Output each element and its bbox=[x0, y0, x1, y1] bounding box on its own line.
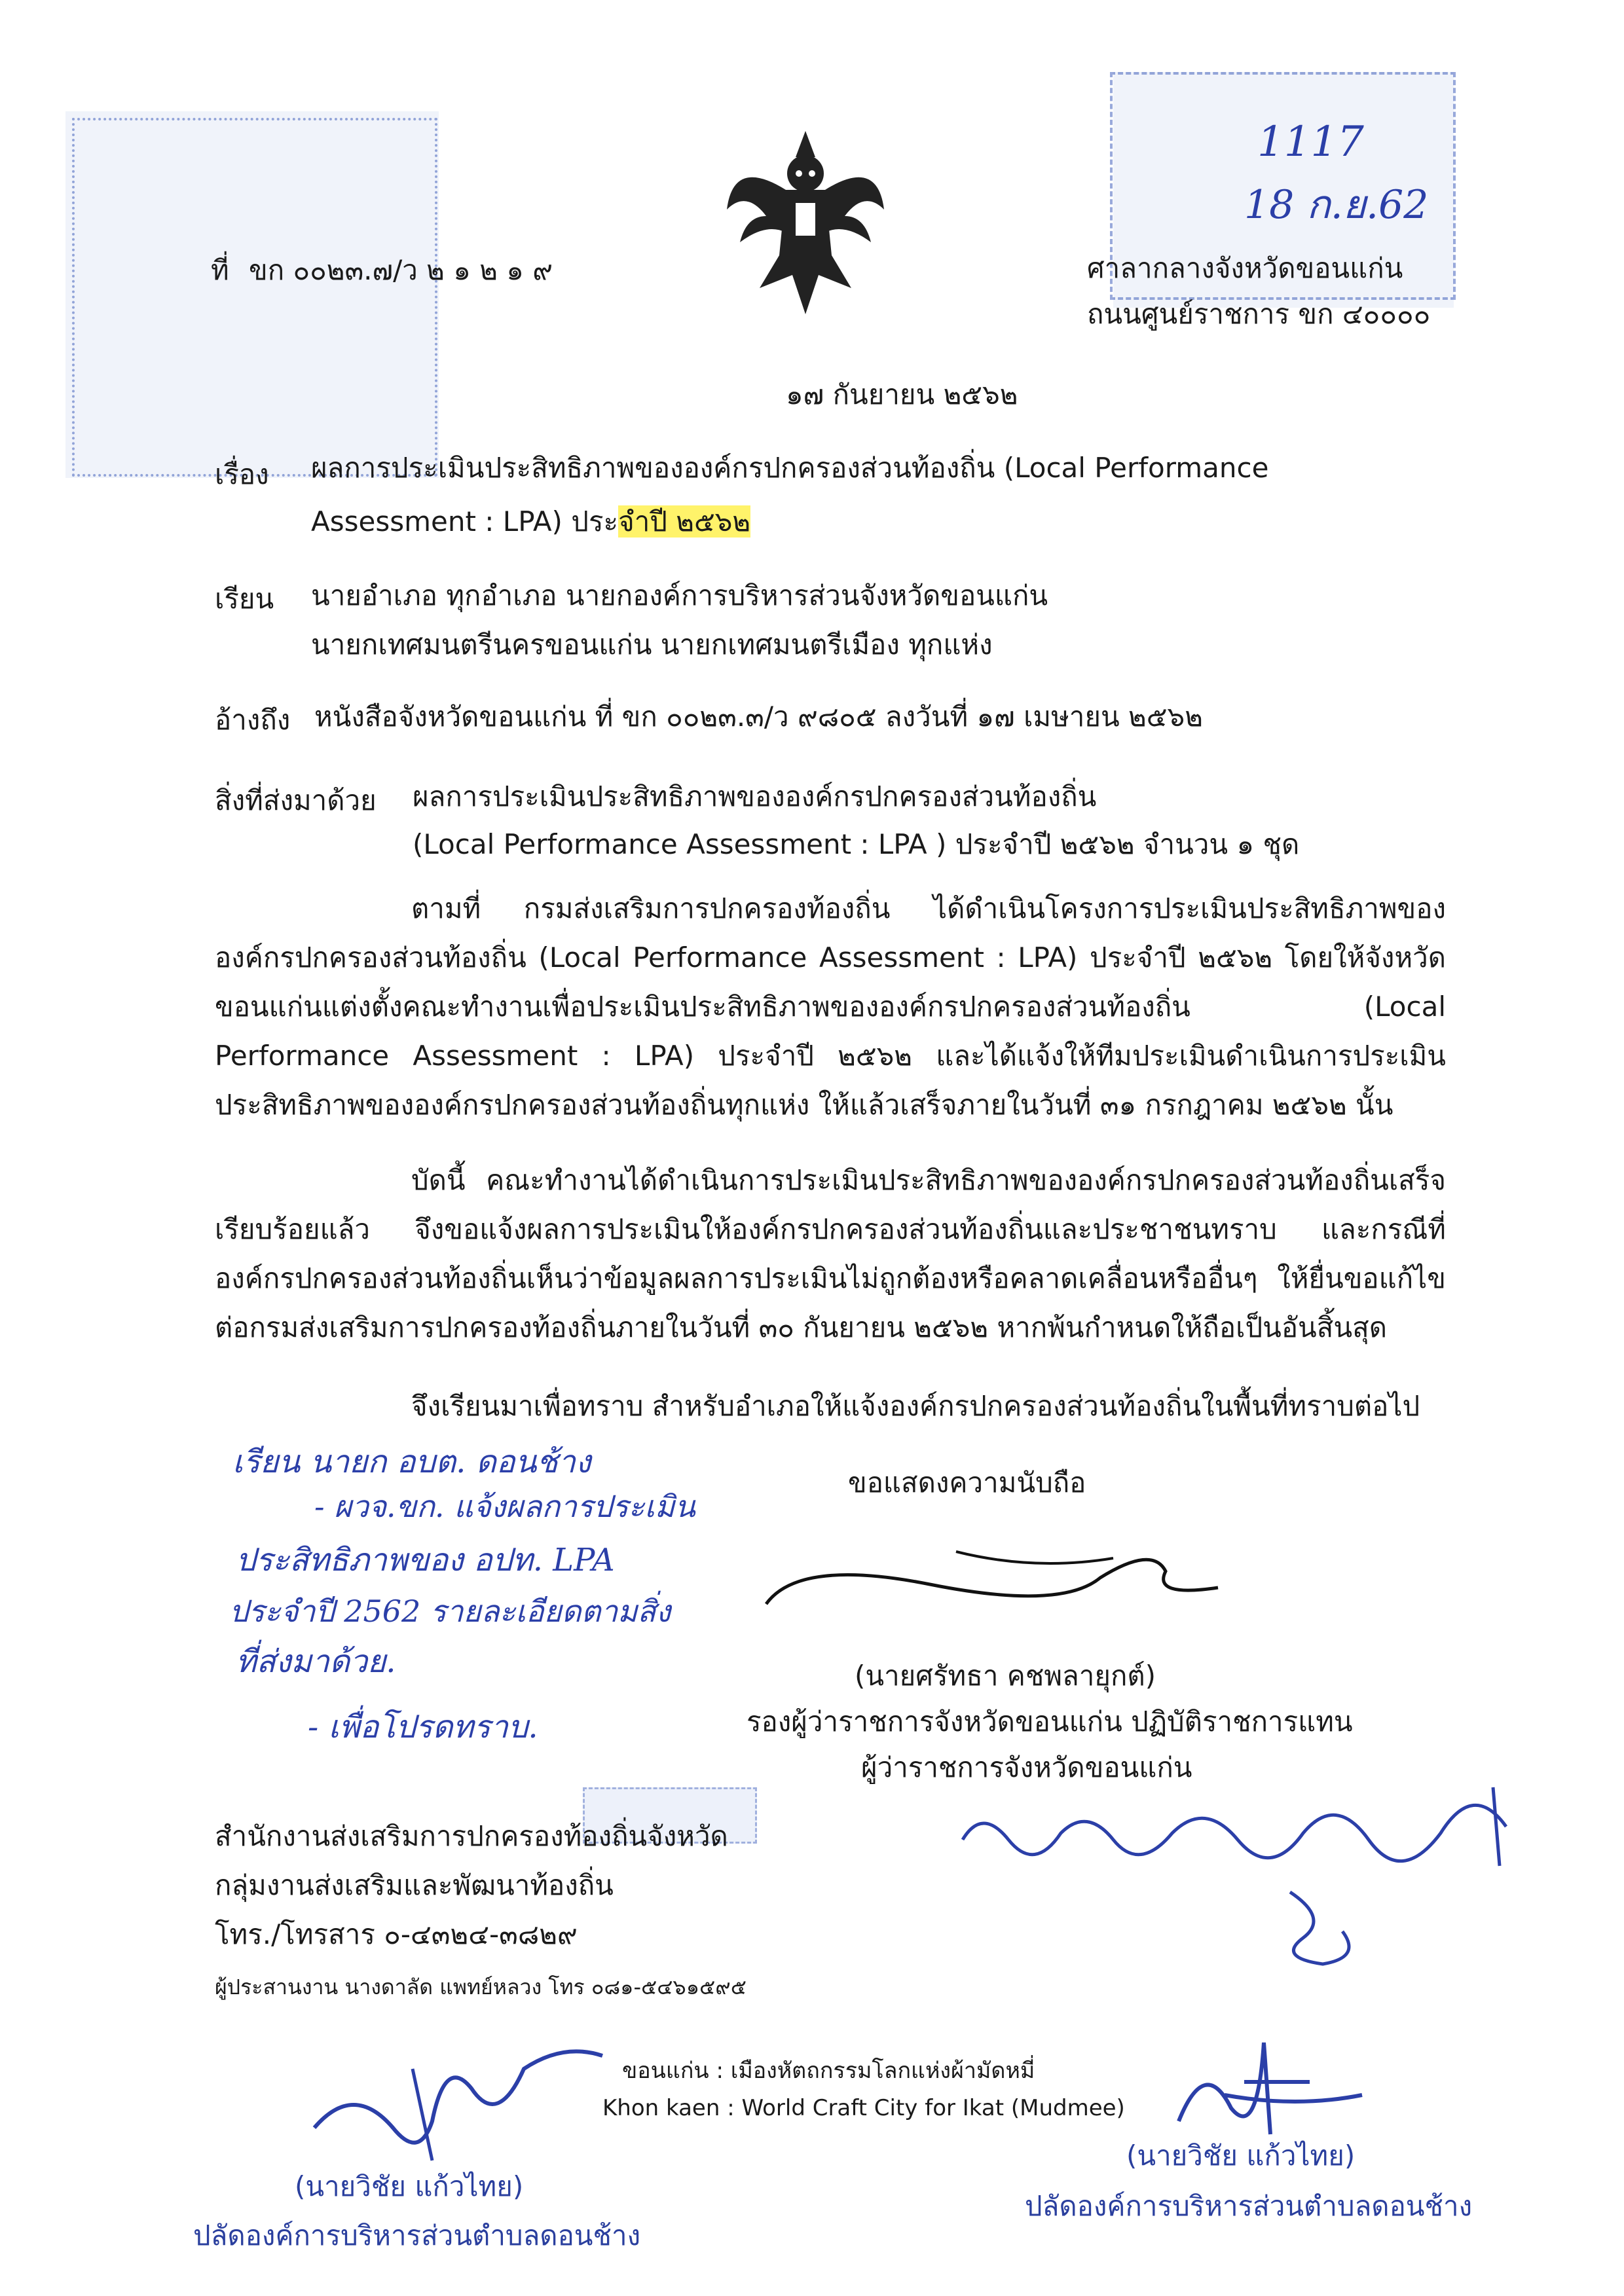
signatory-name: (นายศรัทธา คชพลายุกต์) bbox=[855, 1660, 1156, 1692]
reference-label: อ้างถึง bbox=[215, 704, 291, 736]
handwritten-scribble-right bbox=[956, 1768, 1526, 1899]
closing-text: ขอแสดงความนับถือ bbox=[848, 1467, 1086, 1499]
ref-label: ที่ bbox=[211, 254, 229, 286]
bottom-right-name: (นายวิชัย แก้วไทย) bbox=[1126, 2140, 1356, 2172]
bottom-right-signature bbox=[1166, 2016, 1375, 2147]
receipt-date: 18 ก.ย.62 bbox=[1244, 182, 1429, 228]
handwritten-note-line3: ประสิทธิภาพของ อปท. LPA bbox=[236, 1542, 615, 1578]
footer-dept-2: กลุ่มงานส่งเสริมและพัฒนาท้องถิ่น bbox=[215, 1869, 614, 1901]
subject-year-highlight: จำปี ๒๕๖๒ bbox=[618, 505, 751, 538]
office-address: ถนนศูนย์ราชการ ขก ๔๐๐๐๐ bbox=[1087, 298, 1431, 330]
subject-label: เรื่อง bbox=[215, 458, 269, 490]
slogan-thai: ขอนแก่น : เมืองหัตถกรรมโลกแห่งผ้ามัดหมี่ bbox=[622, 2058, 1035, 2084]
bottom-left-position: ปลัดองค์การบริหารส่วนตำบลดอนช้าง bbox=[193, 2219, 641, 2251]
body-paragraph-2: บัดนี้ คณะทำงานได้ดำเนินการประเมินประสิทธิภาพขององค์กรปกครองส่วนท้องถิ่นเสร็จเรียบร้อยแล้ว จึงขอแจ้งผลการประเมินให้องค์กรปกครองส่วนท้องถิ่นและประชาชนทราบ และกรณีที่องค์กรปกครองส่วนท้องถิ่นเห็นว่าข้อมูลผลการประเมินไม่ถูกต้องหรือคลาดเคลื่อนหรืออื่นๆ ให้ยื่นขอแก้ไขต่อกรมส่งเสริมการปกครองท้องถิ่นภายในวันที่ ๓๐ กันยายน ๒๕๖๒ หากพ้นกำหนดให้ถือเป็นอันสิ้นสุด bbox=[215, 1164, 1446, 1343]
subject-line1: ผลการประเมินประสิทธิภาพขององค์กรปกครองส่วนท้องถิ่น (Local Performance bbox=[311, 452, 1269, 484]
enclosure-label: สิ่งที่ส่งมาด้วย bbox=[215, 784, 377, 816]
handwritten-note-line1: เรียน นายก อบต. ดอนช้าง bbox=[232, 1444, 591, 1480]
handwritten-note-line5: ที่ส่งมาด้วย. bbox=[236, 1643, 396, 1680]
bottom-left-signature bbox=[301, 2030, 616, 2174]
recipient-label: เรียน bbox=[215, 583, 274, 615]
receipt-number: 1117 bbox=[1257, 118, 1364, 166]
enclosure-line2: (Local Performance Assessment : LPA ) ประจำปี ๒๕๖๒ จำนวน ๑ ชุด bbox=[413, 828, 1300, 860]
body-paragraph-1: ตามที่ กรมส่งเสริมการปกครองท้องถิ่น ได้ดำเนินโครงการประเมินประสิทธิภาพขององค์กรปกครองส่วนท้องถิ่น (Local Performance Assessment : LPA) ประจำปี ๒๕๖๒ โดยให้จังหวัดขอนแก่นแต่งตั้งคณะทำงานเพื่อประเมินประสิทธิภาพขององค์กรปกครองส่วนท้องถิ่น (Local Performance Assessment : LPA) ประจำปี ๒๕๖๒ และได้แจ้งให้ทีมประเมินดำเนินการประเมินประสิทธิภาพขององค์กรปกครองส่วนท้องถิ่นทุกแห่ง ให้แล้วเสร็จภายในวันที่ ๓๑ กรกฎาคม ๒๕๖๒ นั้น bbox=[215, 892, 1446, 1121]
bottom-left-name: (นายวิชัย แก้วไทย) bbox=[295, 2170, 524, 2202]
footer-phone: โทร./โทรสาร ๐-๔๓๒๔-๓๘๒๙ bbox=[215, 1918, 578, 1950]
slogan-english: Khon kaen : World Craft City for Ikat (Mudmee) bbox=[602, 2095, 1125, 2121]
recipient-line1: นายอำเภอ ทุกอำเภอ นายกองค์การบริหารส่วนจังหวัดขอนแก่น bbox=[311, 579, 1048, 611]
handwritten-note-line4: ประจำปี 2562 รายละเอียดตามสิ่ง bbox=[229, 1594, 671, 1629]
bottom-right-position: ปลัดองค์การบริหารส่วนตำบลดอนช้าง bbox=[1025, 2190, 1473, 2222]
ref-number: ขก ๐๐๒๓.๗/ว ๒ ๑ ๒ ๑ ๙ bbox=[249, 254, 553, 286]
handwritten-note-line6: - เพื่อโปรดทราบ. bbox=[308, 1709, 538, 1745]
left-stamp-frame bbox=[72, 118, 437, 477]
letter-date: ๑๗ กันยายน ๒๕๖๒ bbox=[786, 378, 1018, 410]
recipient-line2: นายกเทศมนตรีนครขอนแก่น นายกเทศมนตรีเมือง ทุกแห่ง bbox=[311, 629, 993, 661]
governor-signature bbox=[760, 1532, 1231, 1630]
handwritten-note-line2: - ผวจ.ขก. แจ้งผลการประเมิน bbox=[314, 1489, 695, 1524]
footer-dept-1: สำนักงานส่งเสริมการปกครองท้องถิ่นจังหวัด bbox=[215, 1820, 728, 1852]
subject-line2-prefix: Assessment : LPA) ประ bbox=[311, 505, 619, 538]
initial-signature-mid bbox=[1264, 1879, 1382, 1984]
subject-line2 bbox=[311, 505, 750, 538]
enclosure-line1: ผลการประเมินประสิทธิภาพขององค์กรปกครองส่วนท้องถิ่น bbox=[413, 780, 1097, 812]
signatory-position-1: รองผู้ว่าราชการจังหวัดขอนแก่น ปฏิบัติราชการแทน bbox=[747, 1705, 1353, 1738]
office-name: ศาลากลางจังหวัดขอนแก่น bbox=[1087, 252, 1403, 284]
body-paragraph-3: จึงเรียนมาเพื่อทราบ สำหรับอำเภอให้แจ้งองค์กรปกครองส่วนท้องถิ่นในพื้นที่ทราบต่อไป bbox=[411, 1390, 1420, 1422]
garuda-emblem-icon bbox=[720, 118, 891, 321]
reference-text: หนังสือจังหวัดขอนแก่น ที่ ขก ๐๐๒๓.๓/ว ๙๘๐๕ ลงวันที่ ๑๗ เมษายน ๒๕๖๒ bbox=[314, 701, 1203, 733]
signatory-position-2: ผู้ว่าราชการจังหวัดขอนแก่น bbox=[861, 1751, 1192, 1783]
footer-coordinator: ผู้ประสานงาน นางดาลัด แพทย์หลวง โทร ๐๘๑-๕๔๖๑๕๙๕ bbox=[215, 1975, 747, 1999]
